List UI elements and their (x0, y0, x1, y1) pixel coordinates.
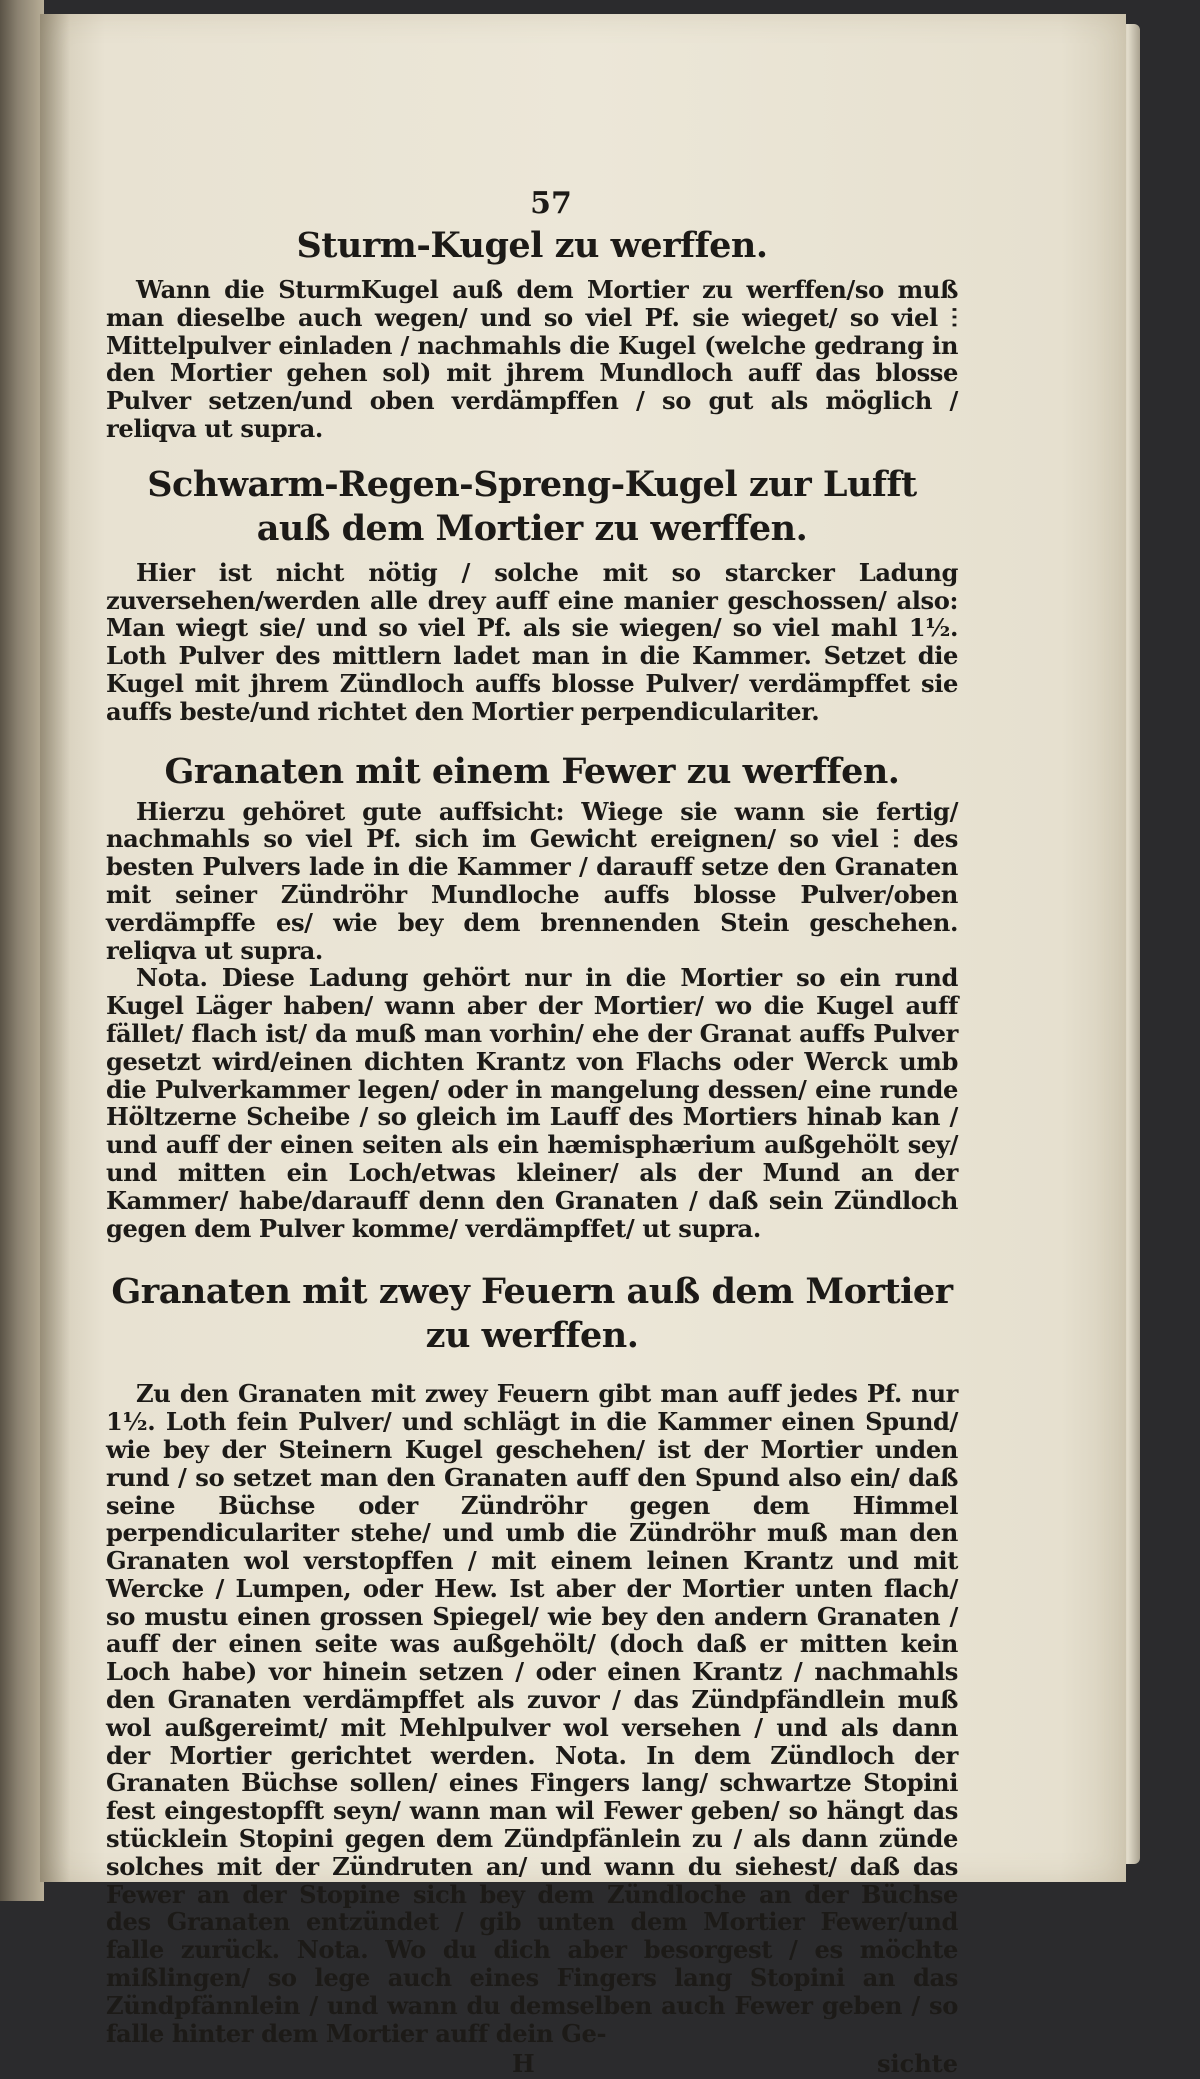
left-page-edge (0, 0, 44, 1901)
section-paragraph: Hierzu gehöret gute auffsicht: Wiege sie wann sie fertig/ nachmahls so viel Pf. sich im Gewicht ereignen/ so viel ⵗ des besten Pulvers lade in die Kammer / darauff setze den Granaten mit seiner Zündröhr Mundloche auffs blosse Pulver/oben verdämpffe es/ wie bey dem brennenden Stein geschehen. reliqva ut supra. (106, 796, 958, 965)
signature-mark: H (512, 2049, 535, 2079)
catchword: sichte (876, 2049, 958, 2079)
section-heading: Granaten mit zwey Feuern auß dem Mortier zu werffen. (111, 1271, 953, 1357)
book-page (40, 14, 1126, 2079)
page-footer (106, 2049, 958, 2079)
section-paragraph: Zu den Granaten mit zwey Feuern gibt man auff jedes Pf. nur 1½. Loth fein Pulver/ und schlägt in die Kammer einen Spund/ wie bey der Steinern Kugel geschehen/ ist der Mortier unden rund / so setzet man den Granaten auff den Spund also ein/ daß seine Büchse oder Zündröhr gegen dem Himmel perpendiculariter stehe/ und umb die Zündröhr muß man den Granaten wol verstopffen / mit einem leinen Krantz und mit Wercke / Lumpen, oder Hew. Ist aber der Mortier unten flach/ so mustu einen grossen Spiegel/ wie bey den andern Granaten / auff der einen seite was außgehölt/ (doch daß er mitten kein Loch habe) vor hinein setzen / oder einen Krantz / nachmahls den Granaten verdämpffet als zuvor / das Zündpfändlein muß wol außgereimt/ mit Mehlpulver wol versehen / und als dann der Mortier gerichtet werden. Nota. In dem Zündloch der Granaten Büchse sollen/ eines Fingers lang/ schwartze Stopini fest eingestopfft seyn/ wann man wil Fewer geben/ so hängt das stücklein Stopini gegen dem Zündpfänlein zu / als dann zünde solches mit der Zündruten an/ und wann du siehest/ daß das Fewer an der Stopine sich bey dem Zündloche an der Büchse des Granaten entzündet / gib unten dem Mortier Fewer/und falle zurück. Nota. Wo du dich aber besorgest / es möchte mißlingen/ so lege auch eines Fingers lang Stopini an das Zündpfännlein / und wann du demselben auch Fewer geben / so falle hinter dem Mortier auff dein Ge- (106, 1379, 958, 2048)
section-paragraph: Hier ist nicht nötig / solche mit so starcker Ladung zuversehen/werden alle drey auff eine manier geschossen/ also: Man wiegt sie/ und so viel Pf. als sie wiegen/ so viel mahl 1½. Loth Pulver des mittlern ladet man in die Kammer. Setzet die Kugel mit jhrem Zündloch auffs blosse Pulver/ verdämpffet sie auffs beste/und richtet den Mortier perpendiculariter. (106, 557, 958, 726)
page-gutter-shadow (40, 14, 70, 1882)
page-text (106, 184, 958, 2079)
nota-paragraph: Nota. Diese Ladung gehört nur in die Mortier so ein rund Kugel Läger haben/ wann aber der Mortier/ wo die Kugel auff fället/ flach ist/ da muß man vorhin/ ehe der Granat auffs Pulver gesetzt wird/einen dichten Krantz von Flachs oder Werck umb die Pulverkammer legen/ oder in mangelung dessen/ eine runde Höltzerne Scheibe / so gleich im Lauff des Mortiers hinab kan / und auff der einen seiten als ein hæmisphærium außgehölt sey/ und mitten ein Loch/etwas kleiner/ als der Mund an der Kammer/ habe/darauff denn den Granaten / daß sein Zündloch gegen dem Pulver komme/ verdämpffet/ ut supra. (106, 963, 958, 1243)
section-heading: Granaten mit einem Fewer zu werffen. (164, 750, 900, 792)
section-heading: Schwarm-Regen-Spreng-Kugel zur Lufft auß dem Mortier zu werffen. (147, 463, 917, 549)
section-paragraph: Wann die SturmKugel auß dem Mortier zu werffen/so muß man dieselbe auch wegen/ und so viel Pf. sie wieget/ so viel ⵗ Mittelpulver einladen / nachmahls die Kugel (welche gedrang in den Mortier gehen sol) mit jhrem Mundloch auff das blosse Pulver setzen/und oben verdämpffen / so gut als möglich / reliqva ut supra. (106, 275, 958, 443)
page-number: 57 (530, 186, 572, 221)
section-heading: Sturm-Kugel zu werffen. (296, 225, 768, 266)
